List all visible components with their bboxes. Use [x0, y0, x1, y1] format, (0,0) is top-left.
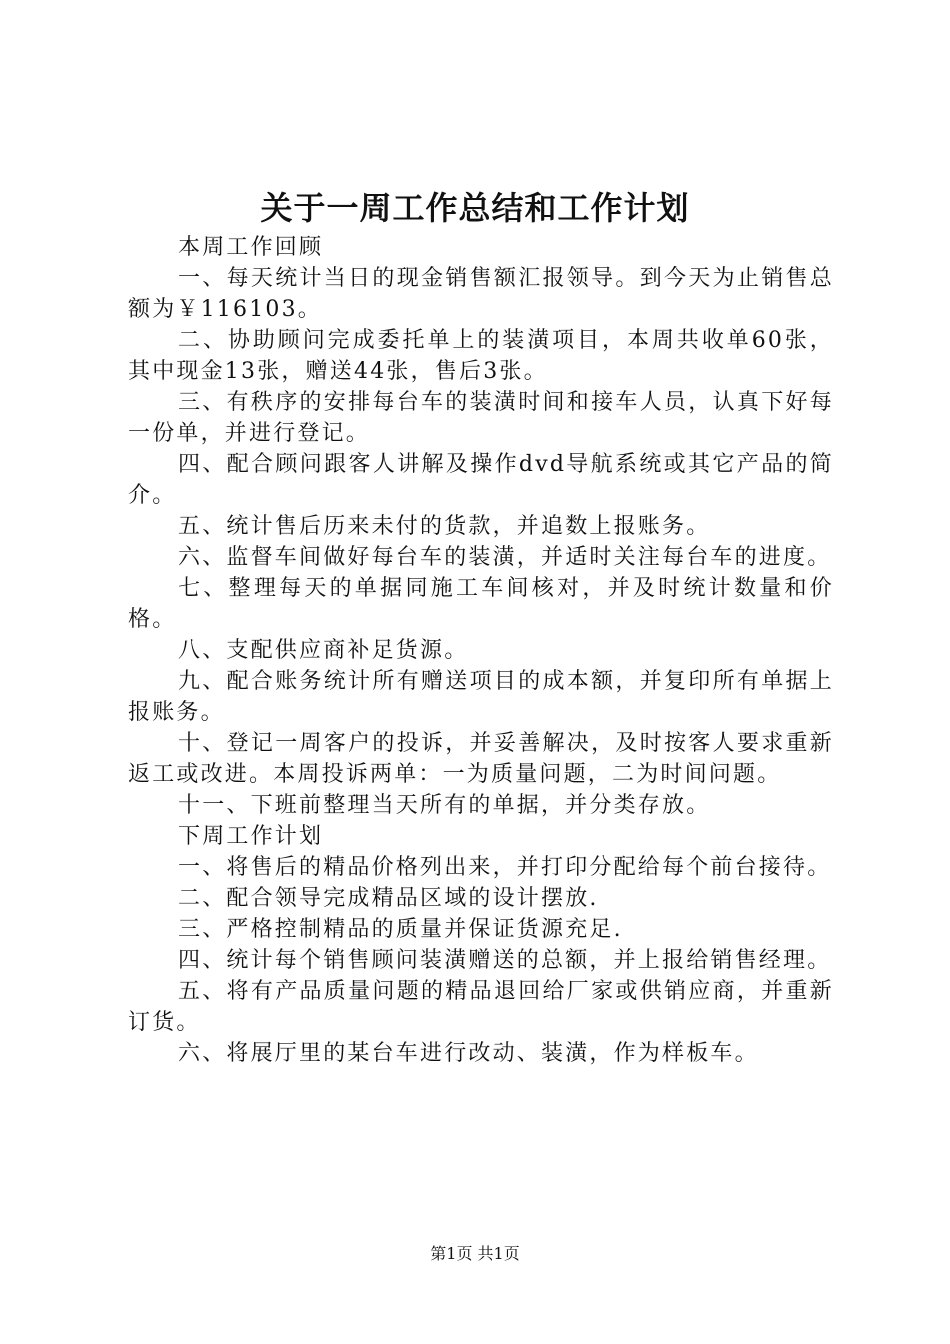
paragraph: 六、将展厅里的某台车进行改动、装潢，作为样板车。 [178, 1041, 759, 1066]
document-body [128, 232, 834, 1069]
paragraph: 四、配合顾问跟客人讲解及操作dvd导航系统或其它产品的简介。 [128, 452, 834, 508]
paragraph: 七、整理每天的单据同施工车间核对，并及时统计数量和价格。 [128, 576, 834, 632]
paragraph: 一、将售后的精品价格列出来，并打印分配给每个前台接待。 [178, 855, 832, 880]
document-title: 关于一周工作总结和工作计划 [260, 189, 690, 227]
paragraph: 十一、下班前整理当天所有的单据，并分类存放。 [178, 793, 711, 818]
paragraph: 五、统计售后历来未付的货款，并追数上报账务。 [178, 514, 711, 539]
paragraph: 十、登记一周客户的投诉，并妥善解决，及时按客人要求重新返工或改进。本周投诉两单：一为质量问题，二为时间问题。 [128, 731, 834, 787]
paragraph: 二、协助顾问完成委托单上的装潢项目，本周共收单60张，其中现金13张，赠送44张，售后3张。 [128, 328, 834, 384]
paragraph: 八、支配供应商补足货源。 [178, 638, 469, 663]
page-footer: 第1页 共1页 [430, 1244, 520, 1263]
section-heading-this-week: 本周工作回顾 [178, 235, 324, 260]
section-heading-next-week: 下周工作计划 [178, 824, 324, 849]
paragraph: 二、配合领导完成精品区域的设计摆放. [178, 886, 599, 911]
paragraph: 一、每天统计当日的现金销售额汇报领导。到今天为止销售总额为￥116103。 [128, 266, 834, 322]
paragraph: 五、将有产品质量问题的精品退回给厂家或供销应商，并重新订货。 [128, 979, 834, 1035]
paragraph: 四、统计每个销售顾问装潢赠送的总额，并上报给销售经理。 [178, 948, 832, 973]
paragraph: 九、配合账务统计所有赠送项目的成本额，并复印所有单据上报账务。 [128, 669, 834, 725]
paragraph: 六、监督车间做好每台车的装潢，并适时关注每台车的进度。 [178, 545, 832, 570]
paragraph: 三、严格控制精品的质量并保证货源充足. [178, 917, 623, 942]
paragraph: 三、有秩序的安排每台车的装潢时间和接车人员，认真下好每一份单，并进行登记。 [128, 390, 834, 446]
